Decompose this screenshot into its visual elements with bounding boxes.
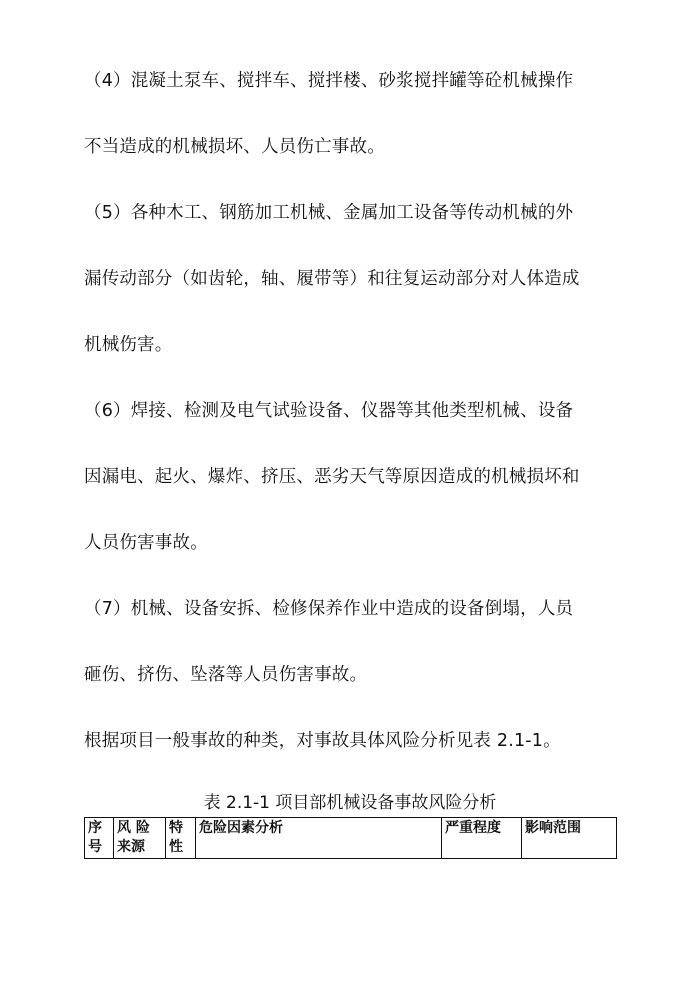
paragraph-line: （4）混凝土泵车、搅拌车、搅拌楼、砂浆搅拌罐等砼机械操作 [84, 71, 574, 91]
header-seq [85, 818, 114, 859]
paragraph-line: 因漏电、起火、爆炸、挤压、恶劣天气等原因造成的机械损坏和 [84, 467, 580, 487]
paragraph-line: （5）各种木工、钢筋加工机械、金属加工设备等传动机械的外 [84, 203, 574, 223]
table-caption: 表 2.1-1 项目部机械设备事故风险分析 [203, 793, 497, 813]
header-seq-line1: 序 [88, 820, 102, 836]
table-header-row [85, 818, 617, 859]
header-characteristic-line1: 特 [169, 820, 183, 836]
risk-analysis-table [84, 817, 617, 859]
header-hazard-factors: 危险因素分析 [196, 818, 442, 859]
header-characteristic [166, 818, 196, 859]
paragraph-line: 机械伤害。 [84, 335, 173, 355]
paragraph-line: 人员伤害事故。 [84, 533, 208, 553]
header-severity: 严重程度 [442, 818, 522, 859]
paragraph-line: （6）焊接、检测及电气试验设备、仪器等其他类型机械、设备 [84, 401, 574, 421]
header-seq-line2: 号 [88, 839, 102, 855]
paragraph-line: 不当造成的机械损坏、人员伤亡事故。 [84, 137, 385, 157]
header-risk-source-line2: 来源 [117, 839, 145, 855]
paragraph-line: 砸伤、挤伤、坠落等人员伤害事故。 [84, 665, 368, 685]
header-risk-source [114, 818, 166, 859]
paragraph-line: （7）机械、设备安拆、检修保养作业中造成的设备倒塌，人员 [84, 599, 574, 619]
header-risk-source-line1: 风 险 [117, 820, 150, 836]
paragraph-line: 漏传动部分（如齿轮，轴、履带等）和往复运动部分对人体造成 [84, 269, 580, 289]
header-impact-scope: 影响范围 [522, 818, 617, 859]
paragraph-line: 根据项目一般事故的种类，对事故具体风险分析见表 2.1-1。 [84, 731, 561, 751]
header-characteristic-line2: 性 [169, 839, 183, 855]
